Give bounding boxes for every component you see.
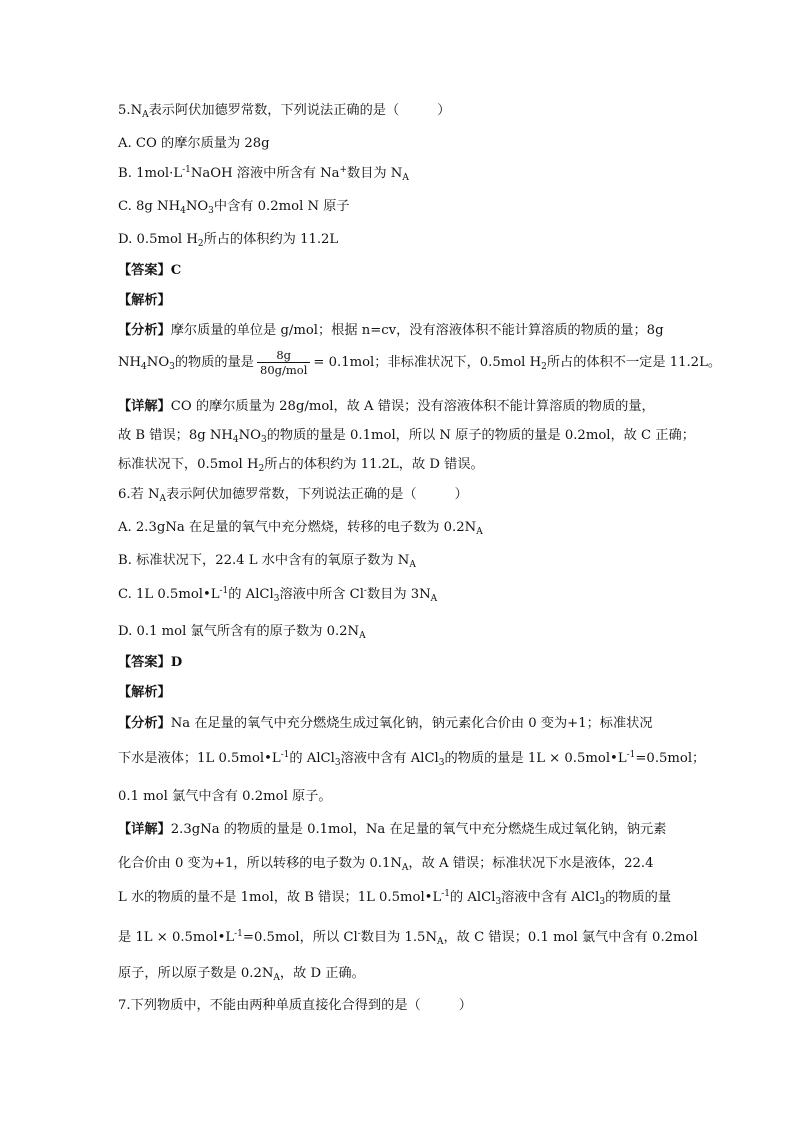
q5-option-b: B. $1mol\cdot L^{-1}NaOH$ 溶液中所含有 Na+数目为 $N_A$ [118,165,409,183]
q6-option-b: B. 标准状况下，22.4 L 水中含有的氧原子数为 $N_A$ [118,553,416,570]
q5-analysis-line-2: $NH_4NO_3$的物质的量是 $\frac{8g}{\text{80g/mol}}$ = 0.1mol；非标准状况下，0.5mol $H_2$所占的体积不一定是 11.2L。 [118,348,722,377]
q6-detail-line-3: L 水的物质的量不是 1mol，故 B 错误；1L $0.5mol•L^{-1}$的 AlCl$_3$溶液中含有 AlCl$_3$的物质的量 [118,889,672,907]
q5-jiexi-heading: 【解析】 [118,293,171,308]
q6-option-c: C. 1L $0.5mol•L^{-1}$的 AlCl$_3$溶液中所含 Cl-数目为 $3N_A$ [118,586,438,604]
q5-detail-line-2: 故 B 错误；8g $NH_4NO_3$的物质的量是 0.1mol，所以 N 原子的物质的量是 0.2mol，故 C 正确； [118,428,695,445]
q5-option-a: A. CO 的摩尔质量为 28g [118,136,270,151]
q5-analysis-line-1: 【分析】摩尔质量的单位是 g/mol；根据 n=cv，没有溶液体积不能计算溶质的物质的量；8g [118,323,664,338]
q6-detail-line-1: 【详解】2.3gNa 的物质的量是 0.1mol，Na 在足量的氧气中充分燃烧生成过氧化钠，钠元素 [118,822,667,837]
q6-detail-line-5: 原子，所以原子数是 $0.2N_A$，故 D 正确。 [118,966,365,983]
q5-option-d: D. 0.5mol $H_2$所占的体积约为 11.2L [118,232,339,249]
q5-detail-line-1: 【详解】CO 的摩尔质量为 28g/mol，故 A 错误；没有溶液体积不能计算溶质的物质的量， [118,399,655,414]
molar-fraction: $\frac{8g}{\text{80g/mol}}$ [257,348,310,377]
q5-stem: $5.N_A$表示阿伏加德罗常数，下列说法正确的是（ ） [118,103,451,120]
q5-answer: 【答案】C [118,263,182,278]
q6-analysis-line-2: 下水是液体；1L $0.5mol•L^{-1}$的 AlCl$_3$溶液中含有 AlCl$_3$的物质的量是 $1L \times 0.5mol•L^{-1}=0.5mol$； [118,750,706,768]
q6-jiexi-heading: 【解析】 [118,685,171,700]
q6-detail-line-2: 化合价由 0 变为+1，所以转移的电子数为 $0.1N_A$，故 A 错误；标准状况下水是液体，22.4 [118,856,654,873]
q6-answer: 【答案】D [118,655,183,670]
q6-option-a: A. 2.3gNa 在足量的氧气中充分燃烧，转移的电子数为 $0.2N_A$ [118,520,483,537]
q6-analysis-line-3: 0.1 mol 氯气中含有 0.2mol 原子。 [118,789,332,804]
q6-stem: 6.若 $N_A$表示阿伏加德罗常数，下列说法正确的是（ ） [118,487,468,504]
q6-option-d: D. 0.1 mol 氯气所含有的原子数为 $0.2N_A$ [118,624,366,641]
q7-stem: 7.下列物质中，不能由两种单质直接化合得到的是（ ） [118,998,472,1013]
q5-option-c: C. 8g $NH_4NO_3$中含有 0.2mol N 原子 [118,199,350,216]
q5-detail-line-3: 标准状况下，0.5mol $H_2$所占的体积约为 11.2L，故 D 错误。 [118,457,484,474]
q6-analysis-line-1: 【分析】Na 在足量的氧气中充分燃烧生成过氧化钠，钠元素化合价由 0 变为+1；标准状况 [118,716,653,731]
q6-detail-line-4: 是 $1L \times 0.5mol•L^{-1}=0.5mol$，所以 Cl-数目为 $1.5N_A$，故 C 错误；0.1 mol 氯气中含有 0.2mol [118,929,698,947]
